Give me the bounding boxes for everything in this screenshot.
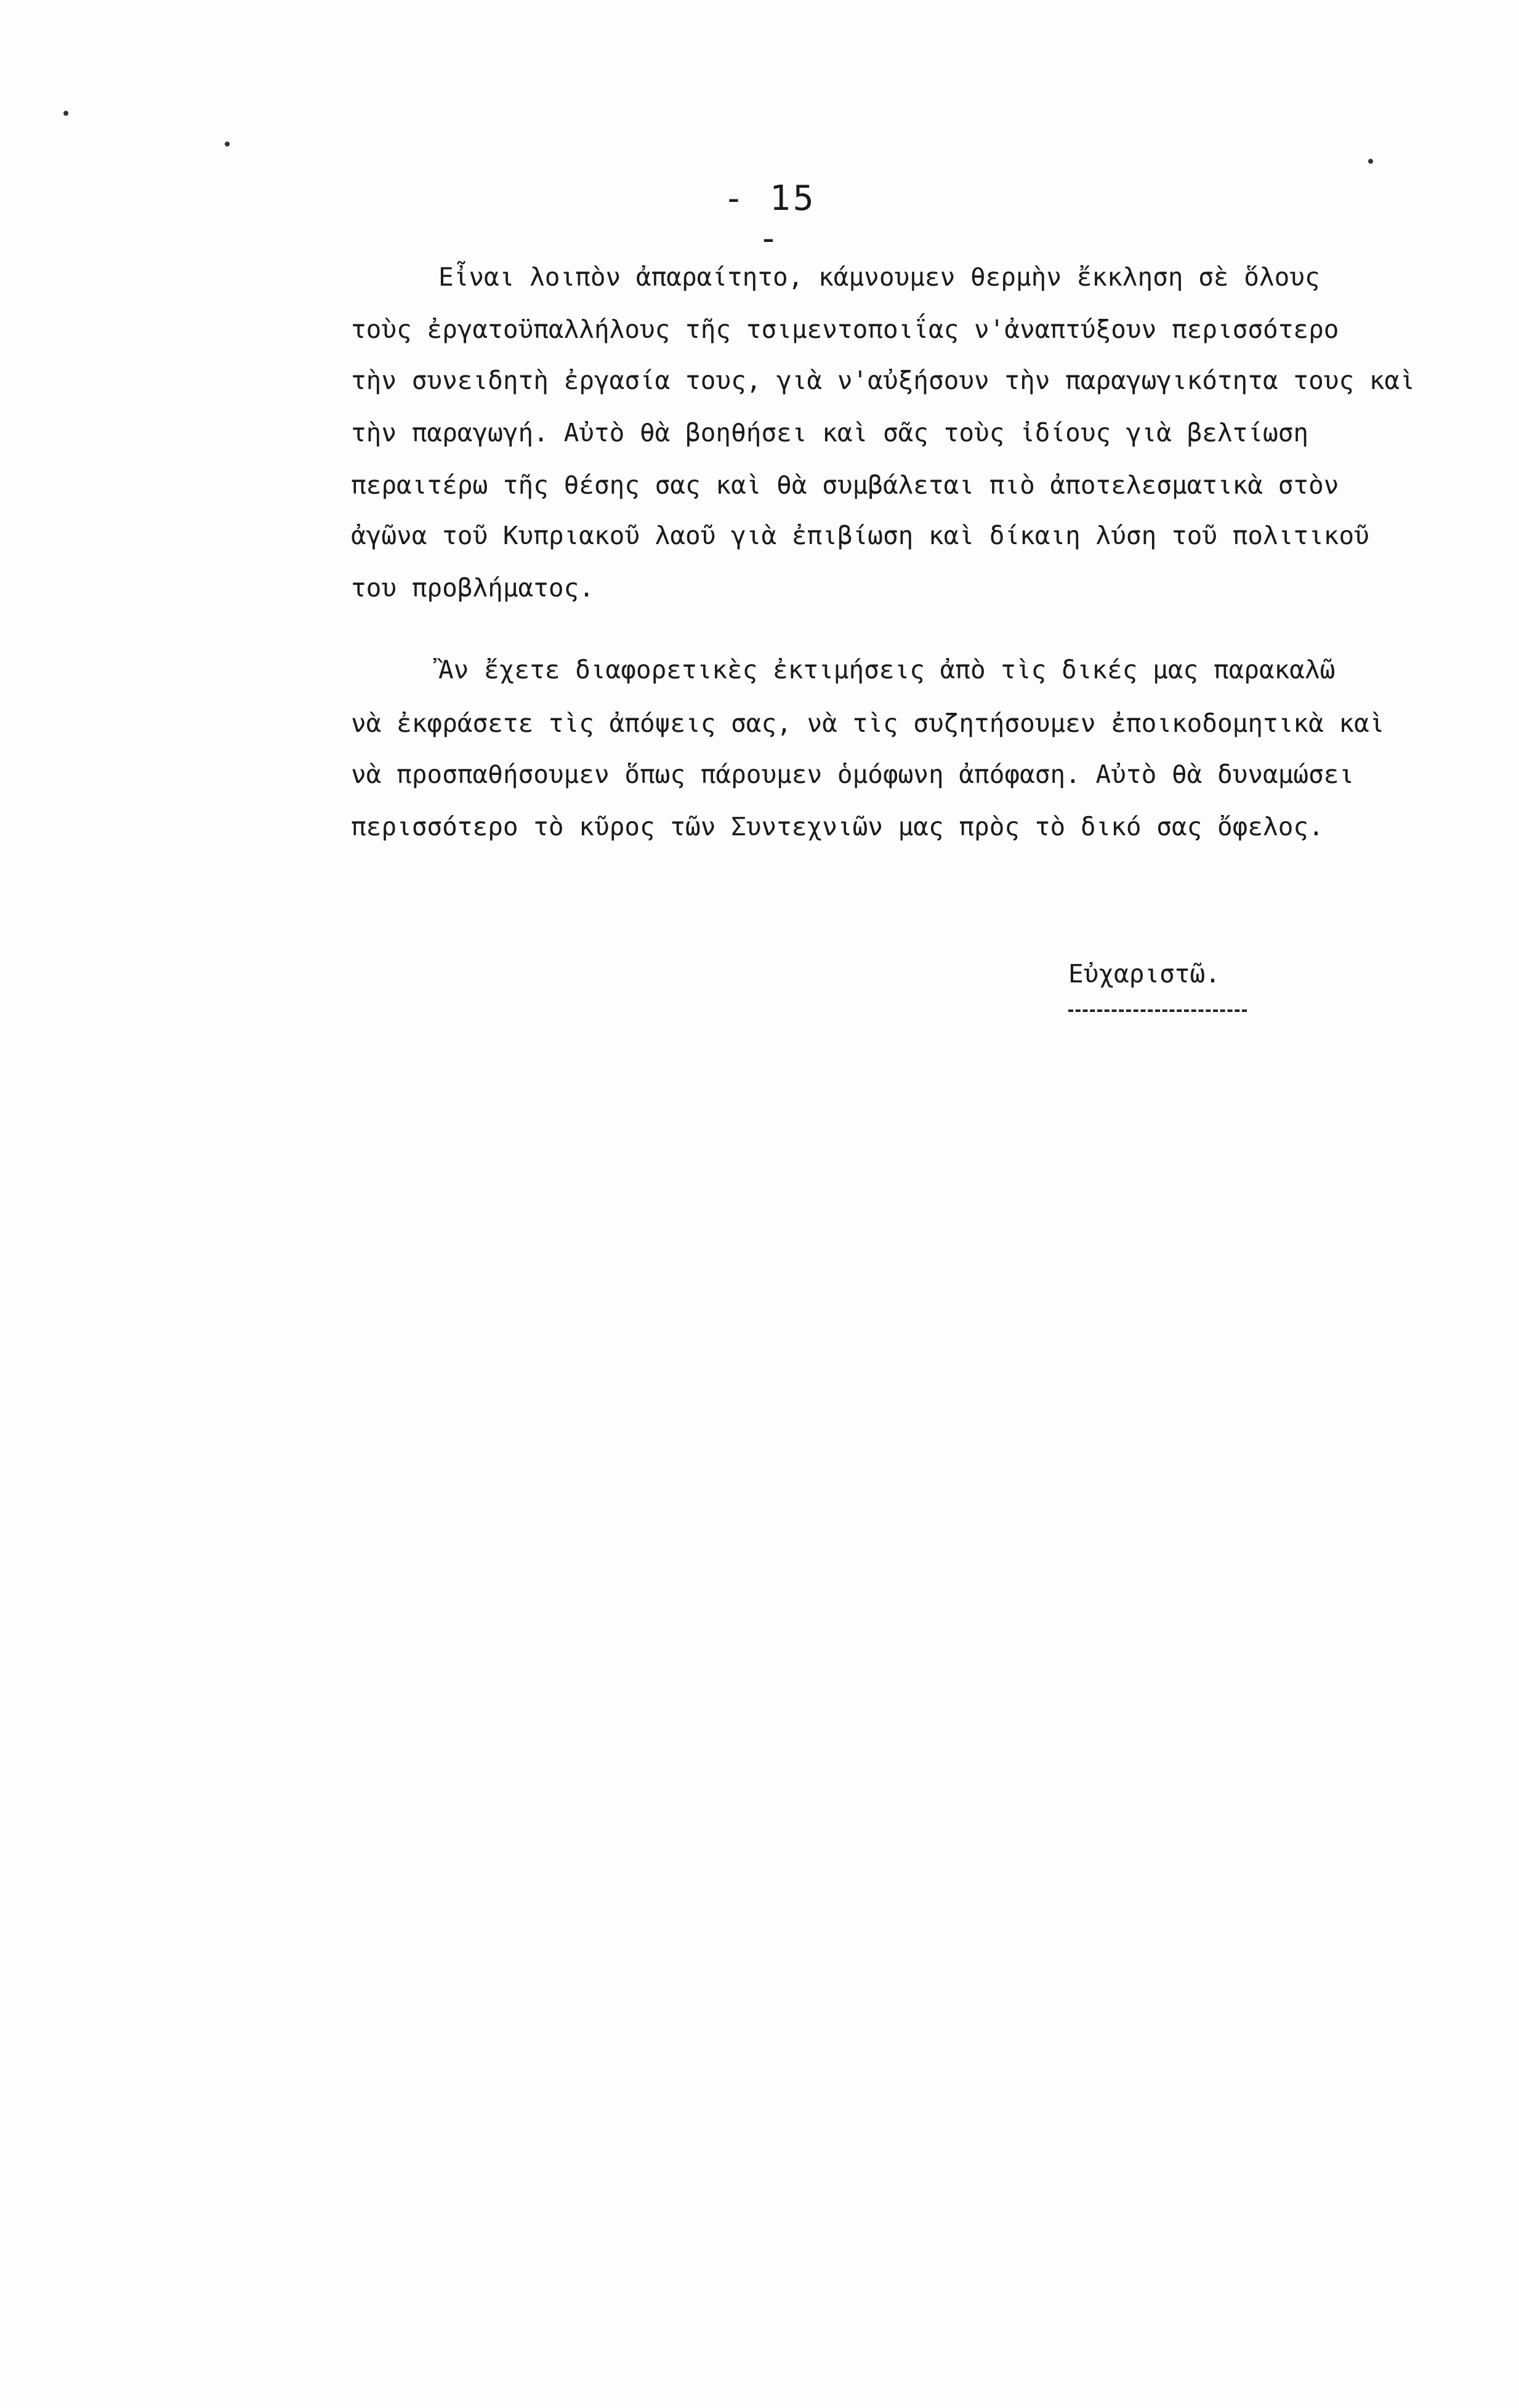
- paragraph-1-line-6: ἀγῶνα τοῦ Κυπριακοῦ λαοῦ γιὰ ἐπιβίωση καὶ δίκαιη λύση τοῦ πολιτικοῦ: [351, 521, 1369, 550]
- scan-speck: [225, 142, 230, 146]
- paragraph-2-line-1: Ἂν ἔχετε διαφορετικὲς ἐκτιμήσεις ἀπὸ τὶς δικές μας παρακαλῶ: [438, 655, 1336, 684]
- scan-speck: [63, 111, 68, 116]
- paragraph-1-line-4: τὴν παραγωγή. Αὐτὸ θὰ βοηθήσει καὶ σᾶς τοὺς ἰδίους γιὰ βελτίωση: [351, 418, 1309, 447]
- paragraph-2-line-2: νὰ ἐκφράσετε τὶς ἀπόψεις σας, νὰ τὶς συζητήσουμεν ἐποικοδομητικὰ καὶ: [351, 708, 1385, 738]
- paragraph-1-line-7: του προβλήματος.: [351, 573, 594, 603]
- paragraph-2-line-3: νὰ προσπαθήσουμεν ὅπως πάρουμεν ὁμόφωνη ἀπόφαση. Αὐτὸ θὰ δυναμώσει: [351, 760, 1355, 789]
- signature-text: Εὐχαριστῶ.: [1068, 959, 1220, 989]
- signature-underline: [1068, 1009, 1247, 1012]
- scan-speck: [1368, 159, 1373, 164]
- paragraph-1-line-3: τὴν συνειδητὴ ἐργασία τους, γιὰ ν'αὐξήσουν τὴν παραγωγικότητα τους καὶ: [351, 366, 1415, 395]
- paragraph-2-line-4: περισσότερο τὸ κῦρος τῶν Συντεχνιῶν μας πρὸς τὸ δικό σας ὄφελος.: [351, 812, 1324, 841]
- paragraph-1-line-5: περαιτέρω τῆς θέσης σας καὶ θὰ συμβάλεται πιὸ ἀποτελεσματικὰ στὸν: [351, 470, 1339, 500]
- page-number: - 15 -: [723, 179, 816, 259]
- paragraph-1-line-1: Εἶναι λοιπὸν ἀπαραίτητο, κάμνουμεν θερμὴν ἔκκληση σὲ ὅλους: [438, 262, 1320, 292]
- paragraph-1-line-2: τοὺς ἐργατοϋπαλλήλους τῆς τσιμεντοποιΐας ν'ἀναπτύξουν περισσότερο: [351, 315, 1339, 344]
